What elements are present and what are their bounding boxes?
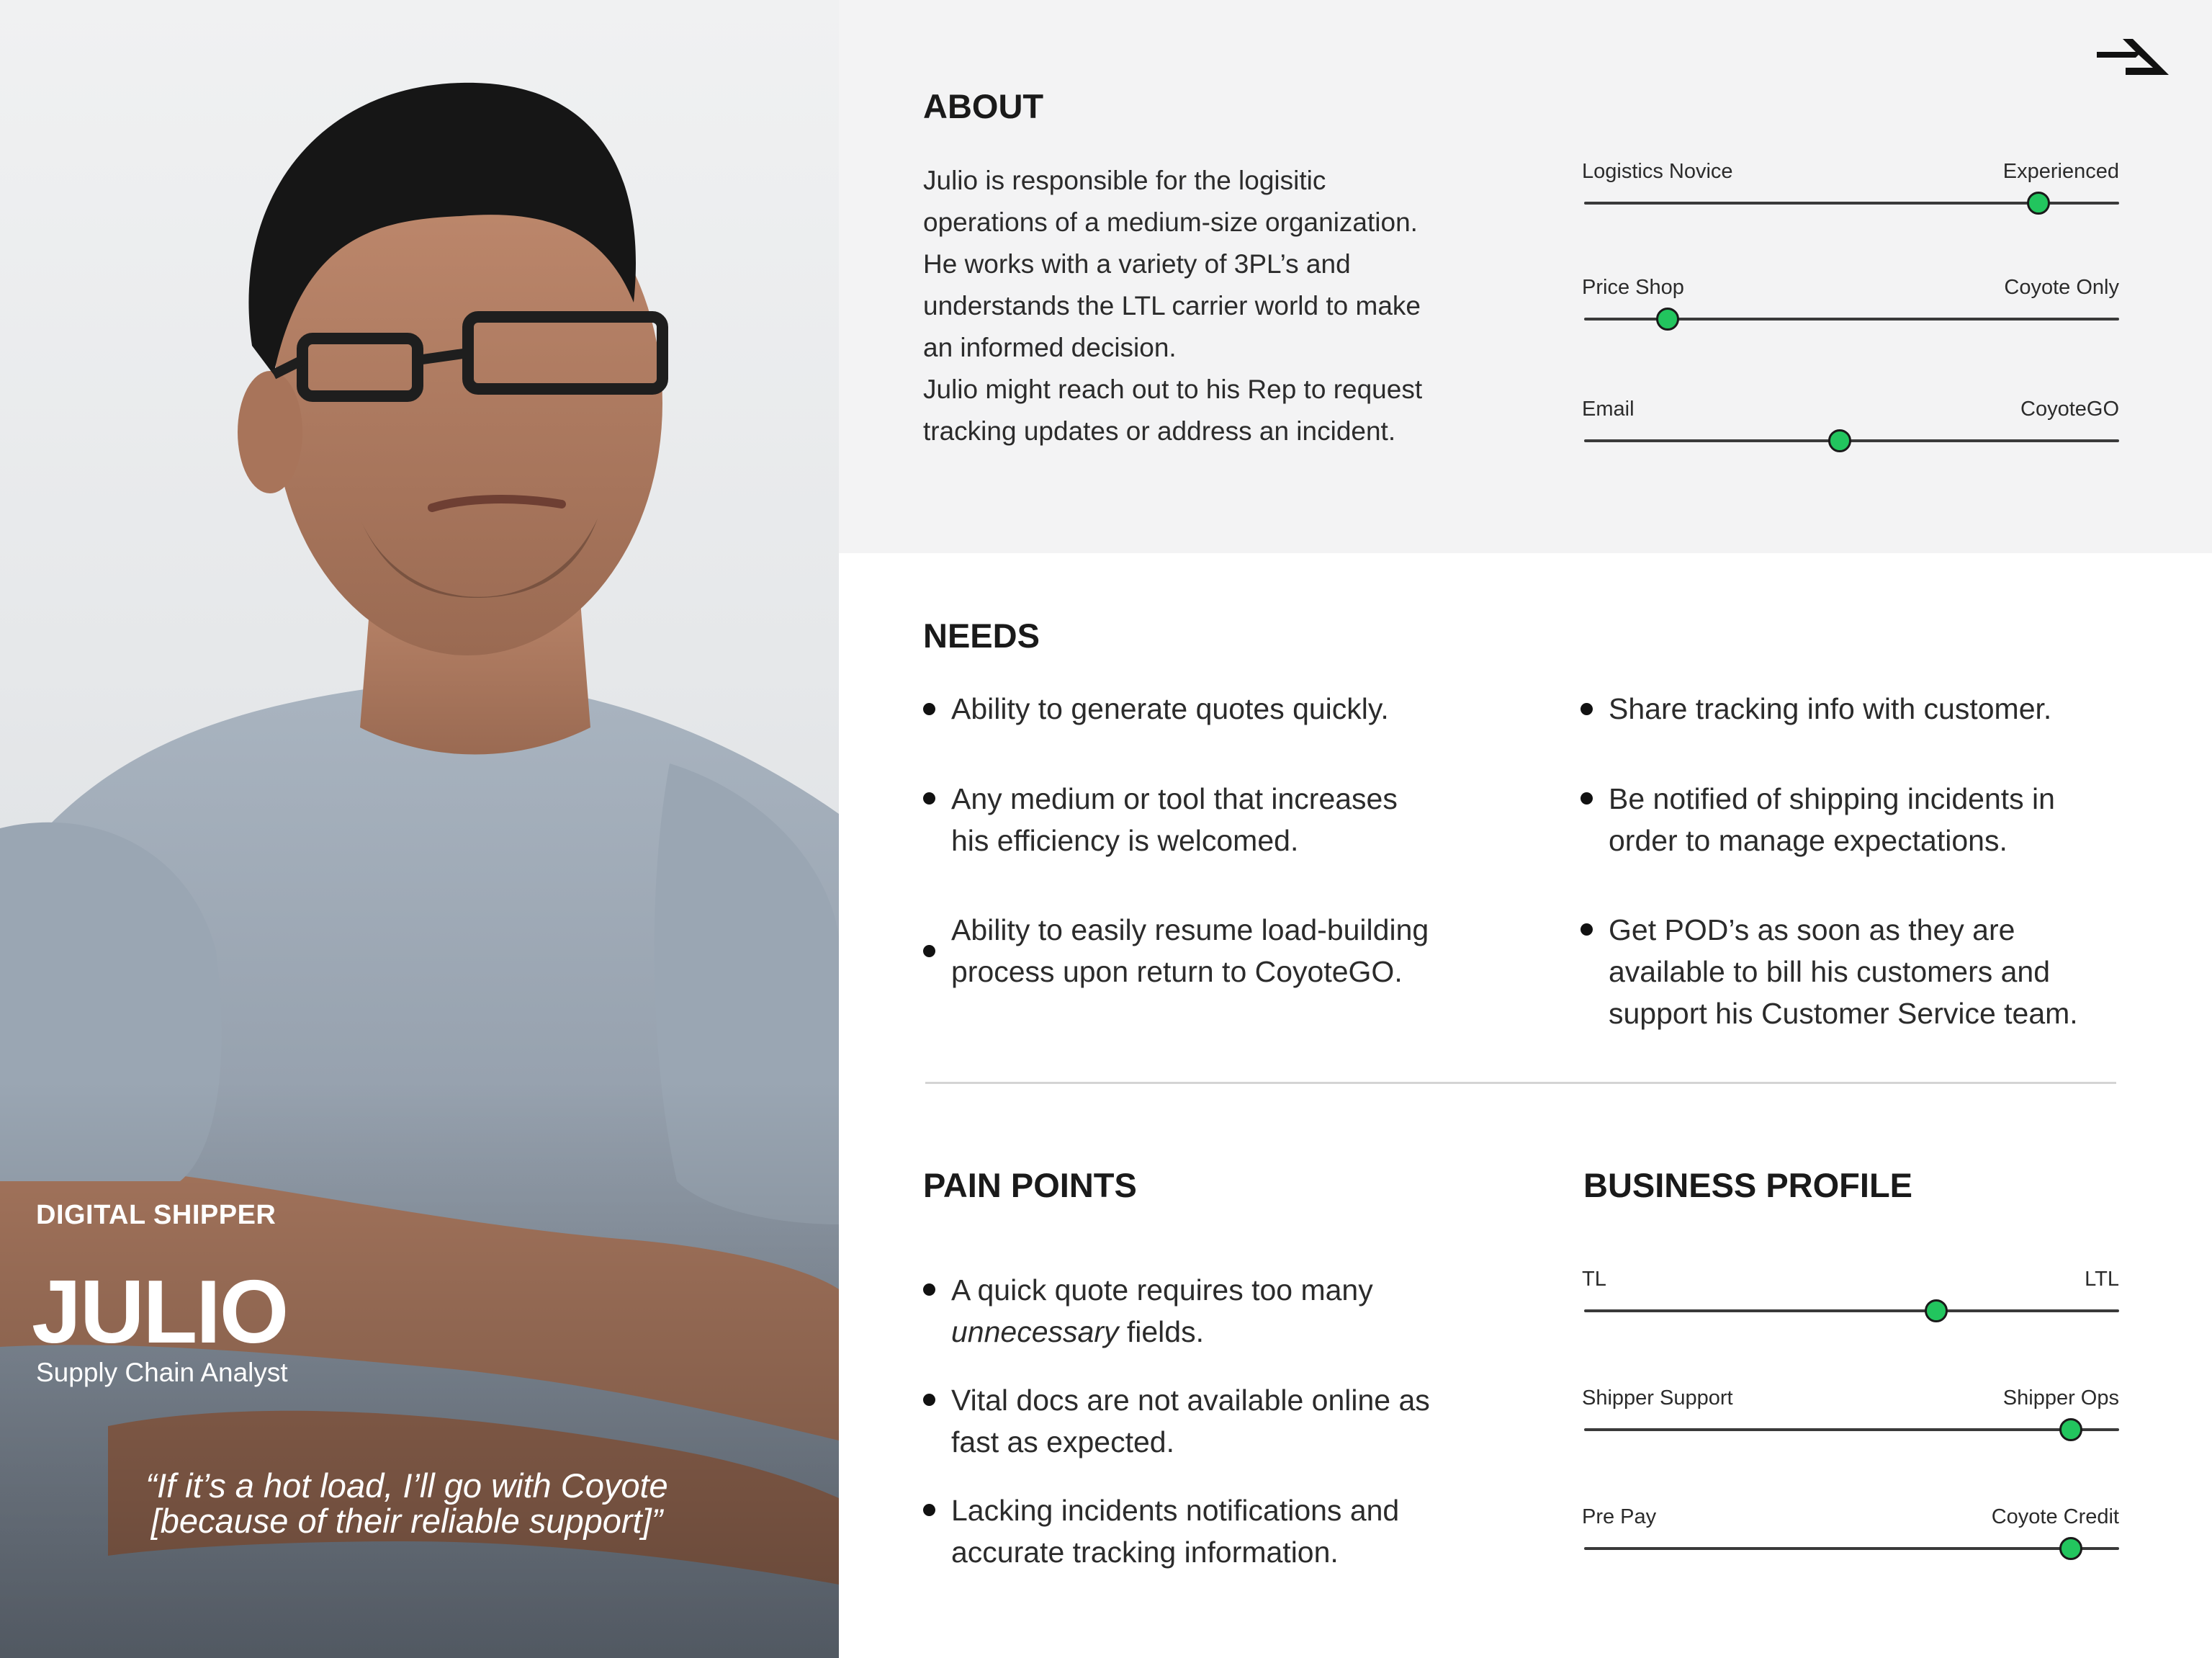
- about-line: understands the LTL carrier world to make: [923, 291, 1421, 321]
- slider-left-label: Shipper Support: [1582, 1386, 1733, 1410]
- section-divider: [925, 1082, 2116, 1084]
- slider-left-label: Email: [1582, 398, 1635, 421]
- about-line: tracking updates or address an incident.: [923, 416, 1396, 446]
- needs-item: [1581, 909, 2078, 1034]
- persona-photo-panel: [0, 0, 839, 1658]
- bullet-dot-icon: [923, 703, 935, 715]
- slider-left-label: Logistics Novice: [1582, 160, 1733, 183]
- bullet-dot-icon: [1581, 703, 1593, 715]
- slider-shipper-role: [1582, 1386, 2119, 1444]
- bullet-dot-icon: [923, 1283, 935, 1296]
- slider-right-label: Coyote Only: [2004, 276, 2119, 299]
- slider-knob: [1828, 429, 1851, 452]
- bullet-dot-icon: [1581, 792, 1593, 805]
- bullet-dot-icon: [923, 1394, 935, 1406]
- pain-point-item: [923, 1489, 1399, 1573]
- needs-heading: NEEDS: [923, 617, 1040, 655]
- slider-left-label: TL: [1582, 1268, 1606, 1291]
- pain-points-heading: PAIN POINTS: [923, 1166, 1137, 1204]
- slider-price-shop: [1582, 276, 2119, 333]
- slider-left-label: Price Shop: [1582, 276, 1684, 299]
- slider-right-label: LTL: [2085, 1268, 2119, 1291]
- slider-right-label: Experienced: [2002, 160, 2119, 183]
- needs-item-line: Any medium or tool that increases: [951, 782, 1398, 815]
- needs-item-line: process upon return to CoyoteGO.: [951, 955, 1403, 988]
- coyote-logo-icon: [2094, 36, 2173, 86]
- needs-item-line: Ability to generate quotes quickly.: [951, 692, 1389, 725]
- about-line: He works with a variety of 3PL’s and: [923, 249, 1351, 279]
- needs-item-line: Be notified of shipping incidents in: [1609, 782, 2055, 815]
- slider-knob: [2059, 1418, 2082, 1441]
- pain-point-line-rest: fields.: [1118, 1315, 1204, 1348]
- slider-track: [1584, 1428, 2119, 1431]
- slider-knob: [2059, 1537, 2082, 1560]
- pain-point-item: [923, 1269, 1373, 1353]
- about-line: an informed decision.: [923, 333, 1177, 362]
- needs-item-line: Get POD’s as soon as they are: [1609, 913, 2015, 946]
- persona-quote: “If it’s a hot load, I’ll go with Coyote [because of their reliable support]”: [145, 1466, 668, 1540]
- persona-role: DIGITAL SHIPPER: [36, 1200, 276, 1230]
- slider-left-label: Pre Pay: [1582, 1505, 1657, 1528]
- slider-right-label: CoyoteGO: [2020, 398, 2119, 421]
- pain-point-item: [923, 1379, 1430, 1463]
- slider-right-label: Shipper Ops: [2002, 1386, 2119, 1410]
- slider-right-label: Coyote Credit: [1991, 1505, 2119, 1528]
- slider-knob: [1656, 308, 1679, 331]
- slider-payment: [1582, 1505, 2119, 1563]
- persona-photo: [0, 0, 839, 1658]
- needs-item: [923, 688, 1389, 730]
- persona-title: Supply Chain Analyst: [36, 1358, 288, 1387]
- slider-knob: [1925, 1299, 1948, 1322]
- needs-item: [1581, 778, 2055, 861]
- pain-point-emphasis: unnecessary: [951, 1315, 1119, 1348]
- slider-track: [1584, 439, 2119, 442]
- about-heading: ABOUT: [923, 87, 1044, 125]
- about-line: Julio is responsible for the logisitic: [923, 166, 1326, 195]
- slider-track: [1584, 1547, 2119, 1550]
- slider-experience: [1582, 160, 2119, 218]
- bullet-dot-icon: [923, 792, 935, 805]
- business-profile-heading: BUSINESS PROFILE: [1583, 1166, 1913, 1204]
- needs-item-line: Share tracking info with customer.: [1609, 692, 2052, 725]
- persona-name: JULIO: [32, 1263, 288, 1362]
- about-description: [923, 160, 1470, 452]
- pain-point-line: Vital docs are not available online as: [951, 1384, 1430, 1417]
- pain-point-line: [951, 1311, 1373, 1353]
- needs-item-line: available to bill his customers and: [1609, 955, 2051, 988]
- slider-load-type: [1582, 1268, 2119, 1325]
- needs-item-line: his efficiency is welcomed.: [951, 824, 1299, 857]
- bullet-dot-icon: [923, 1504, 935, 1516]
- needs-item-line: Ability to easily resume load-building: [951, 913, 1429, 946]
- pain-point-line: Lacking incidents notifications and: [951, 1494, 1400, 1527]
- pain-point-line: A quick quote requires too many: [951, 1273, 1373, 1307]
- needs-item: [1581, 688, 2051, 730]
- pain-point-line: fast as expected.: [951, 1425, 1174, 1458]
- slider-track: [1584, 1309, 2119, 1312]
- bullet-dot-icon: [923, 945, 935, 957]
- needs-item: [923, 909, 1429, 992]
- about-line: Julio might reach out to his Rep to request: [923, 375, 1423, 404]
- slider-knob: [2027, 192, 2050, 215]
- pain-point-line: accurate tracking information.: [951, 1536, 1339, 1569]
- needs-item: [923, 778, 1398, 861]
- needs-item-line: support his Customer Service team.: [1609, 997, 2078, 1030]
- bullet-dot-icon: [1581, 923, 1593, 936]
- slider-channel: [1582, 398, 2119, 455]
- about-line: operations of a medium-size organization.: [923, 207, 1418, 237]
- needs-item-line: order to manage expectations.: [1609, 824, 2008, 857]
